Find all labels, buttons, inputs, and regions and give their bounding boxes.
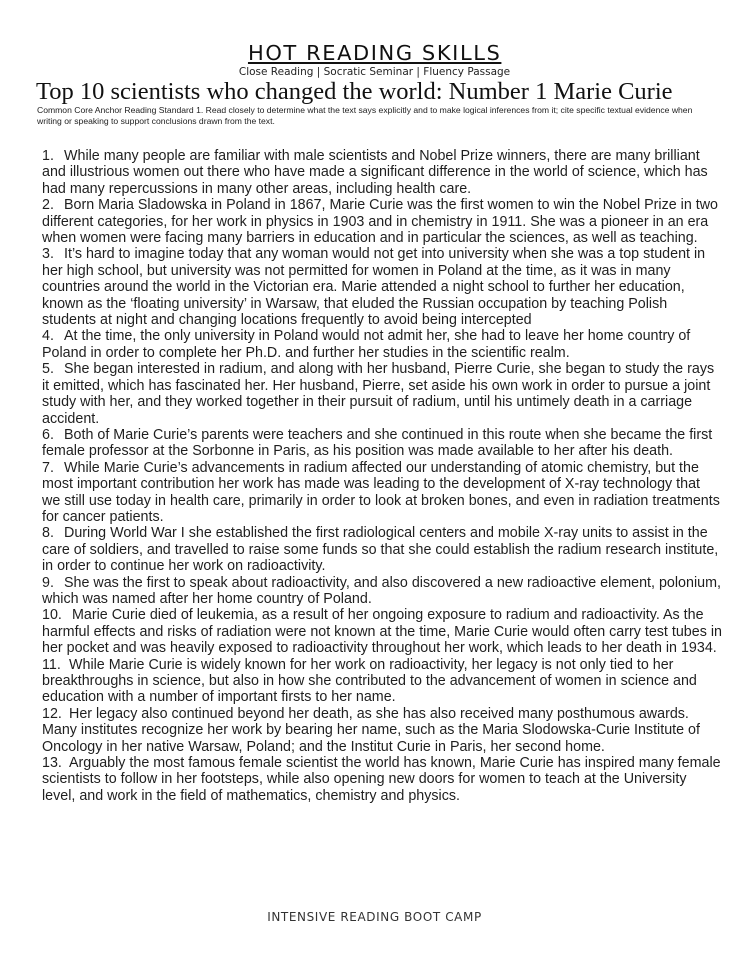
paragraph-text: It’s hard to imagine today that any woman would not get into university when she was a top student in her high school, but university was not permitted for women in Poland at the time, as it was in many countries around the world in the Victorian era. Marie attended a night school to further her education, known as the ‘floating university’ in Warsaw, that eluded the Russian occupation by teaching Polish students at night and changing locations frequently to avoid being intercepted (42, 246, 706, 329)
paragraph-9 (42, 575, 722, 608)
paragraph-8 (42, 525, 722, 574)
paragraph-text: Both of Marie Curie’s parents were teachers and she continued in this route when she became the first female professor at the Sorbonne in Paris, as his position was made available to her after his death. (42, 426, 713, 460)
paragraph-7 (42, 460, 722, 526)
paragraph-text: Her legacy also continued beyond her death, as she has also received many posthumous awards. Many institutes recognize her work by bearing her name, such as the Maria Slodowska-Curie Institute of Oncology in her native Warsaw, Poland; and the Institut Curie in Paris, her second home. (42, 705, 700, 755)
paragraph-text: While Marie Curie is widely known for her work on radioactivity, her legacy is not only tied to her breakthroughs in science, but also in how she contributed to the advancement of women in science and education with a number of important firsts to her name. (42, 656, 697, 706)
brand-title-text: HOT READING SKILLS (247, 41, 502, 65)
paragraph-2 (42, 197, 722, 246)
paragraph-10 (42, 607, 722, 656)
standard-statement: Common Core Anchor Reading Standard 1. Read closely to determine what the text says explicitly and to make logical inferences from it; cite specific textual evidence when writing or speaking to support conclusions drawn from the text. (37, 105, 693, 126)
paragraph-number: 3. (42, 246, 54, 263)
paragraph-number: 8. (42, 525, 54, 542)
paragraph-11 (42, 657, 722, 706)
paragraph-text: While many people are familiar with male scientists and Nobel Prize winners, there are many brilliant and illustrious women out there who have made a significant difference in the world of science, which has had many repercussions in many other areas, including health care. (42, 148, 708, 197)
paragraph-text: Born Maria Sladowska in Poland in 1867, Marie Curie was the first women to win the Nobel Prize in two different categories, for her work in physics in 1903 and in chemistry in 1911. She was a pioneer in an era when women were facing many barriers in education and in particular the sciences, as well as teaching. (42, 197, 718, 247)
paragraph-13 (42, 755, 722, 804)
passage-body (42, 148, 722, 804)
paragraph-text: Marie Curie died of leukemia, as a result of her ongoing exposure to radium and radioactivity. As the harmful effects and risks of radiation were not known at the time, Marie Curie would often carry test tubes in her pocket and was heavily exposed to radioactivity throughout her work, which leads to her death in 1934. (42, 607, 722, 657)
paragraph-number: 5. (42, 361, 54, 378)
paragraph-text: She began interested in radium, and along with her husband, Pierre Curie, she began to study the rays it emitted, which has fascinated her. Her husband, Pierre, set aside his own work in order to pursue a joint study with her, and they worked together in their pursuit of radium, until his untimely death in a carriage accident. (42, 361, 715, 427)
paragraph-3 (42, 246, 722, 328)
paragraph-number: 10. (42, 607, 62, 624)
paragraph-number: 12. (42, 705, 62, 722)
paragraph-text: She was the first to speak about radioactivity, and also discovered a new radioactive element, polonium, which was named after her home country of Poland. (42, 574, 721, 607)
paragraph-number: 13. (42, 755, 62, 772)
paragraph-text: Arguably the most famous female scientist the world has known, Marie Curie has inspired many female scientists to follow in her footsteps, while also opening new doors for women to teach at the University level, and work in the field of mathematics, chemistry and physics. (42, 755, 721, 804)
paragraph-text: While Marie Curie’s advancements in radium affected our understanding of atomic chemistry, but the most important contribution her work has made was leading to the development of X-ray technology that we still use today in health care, primarily in order to look at broken bones, and even in radiation treatments for cancer patients. (42, 459, 720, 525)
paragraph-5 (42, 361, 722, 427)
paragraph-4 (42, 328, 722, 361)
paragraph-number: 2. (42, 197, 54, 214)
document-title: Top 10 scientists who changed the world: Number 1 Marie Curie (36, 78, 673, 105)
paragraph-number: 6. (42, 426, 54, 443)
paragraph-1 (42, 148, 722, 197)
paragraph-number: 4. (42, 328, 54, 345)
footer-label: INTENSIVE READING BOOT CAMP (267, 910, 482, 924)
paragraph-6 (42, 427, 722, 460)
paragraph-text: At the time, the only university in Poland would not admit her, she had to leave her home country of Poland in order to complete her Ph.D. and further her studies in the scientific realm. (42, 328, 691, 361)
brand-subtitle: Close Reading | Socratic Seminar | Fluency Passage (238, 66, 511, 78)
brand-title (0, 42, 749, 64)
paragraph-number: 7. (42, 459, 54, 476)
paragraph-12 (42, 706, 722, 755)
paragraph-text: During World War I she established the first radiological centers and mobile X-ray units to assist in the care of soldiers, and travelled to raise some funds so that she could establish the radium research institute, in order to continue her work on radioactivity. (42, 525, 719, 575)
paragraph-number: 9. (42, 574, 54, 591)
paragraph-number: 1. (42, 148, 54, 164)
paragraph-number: 11. (42, 656, 61, 673)
